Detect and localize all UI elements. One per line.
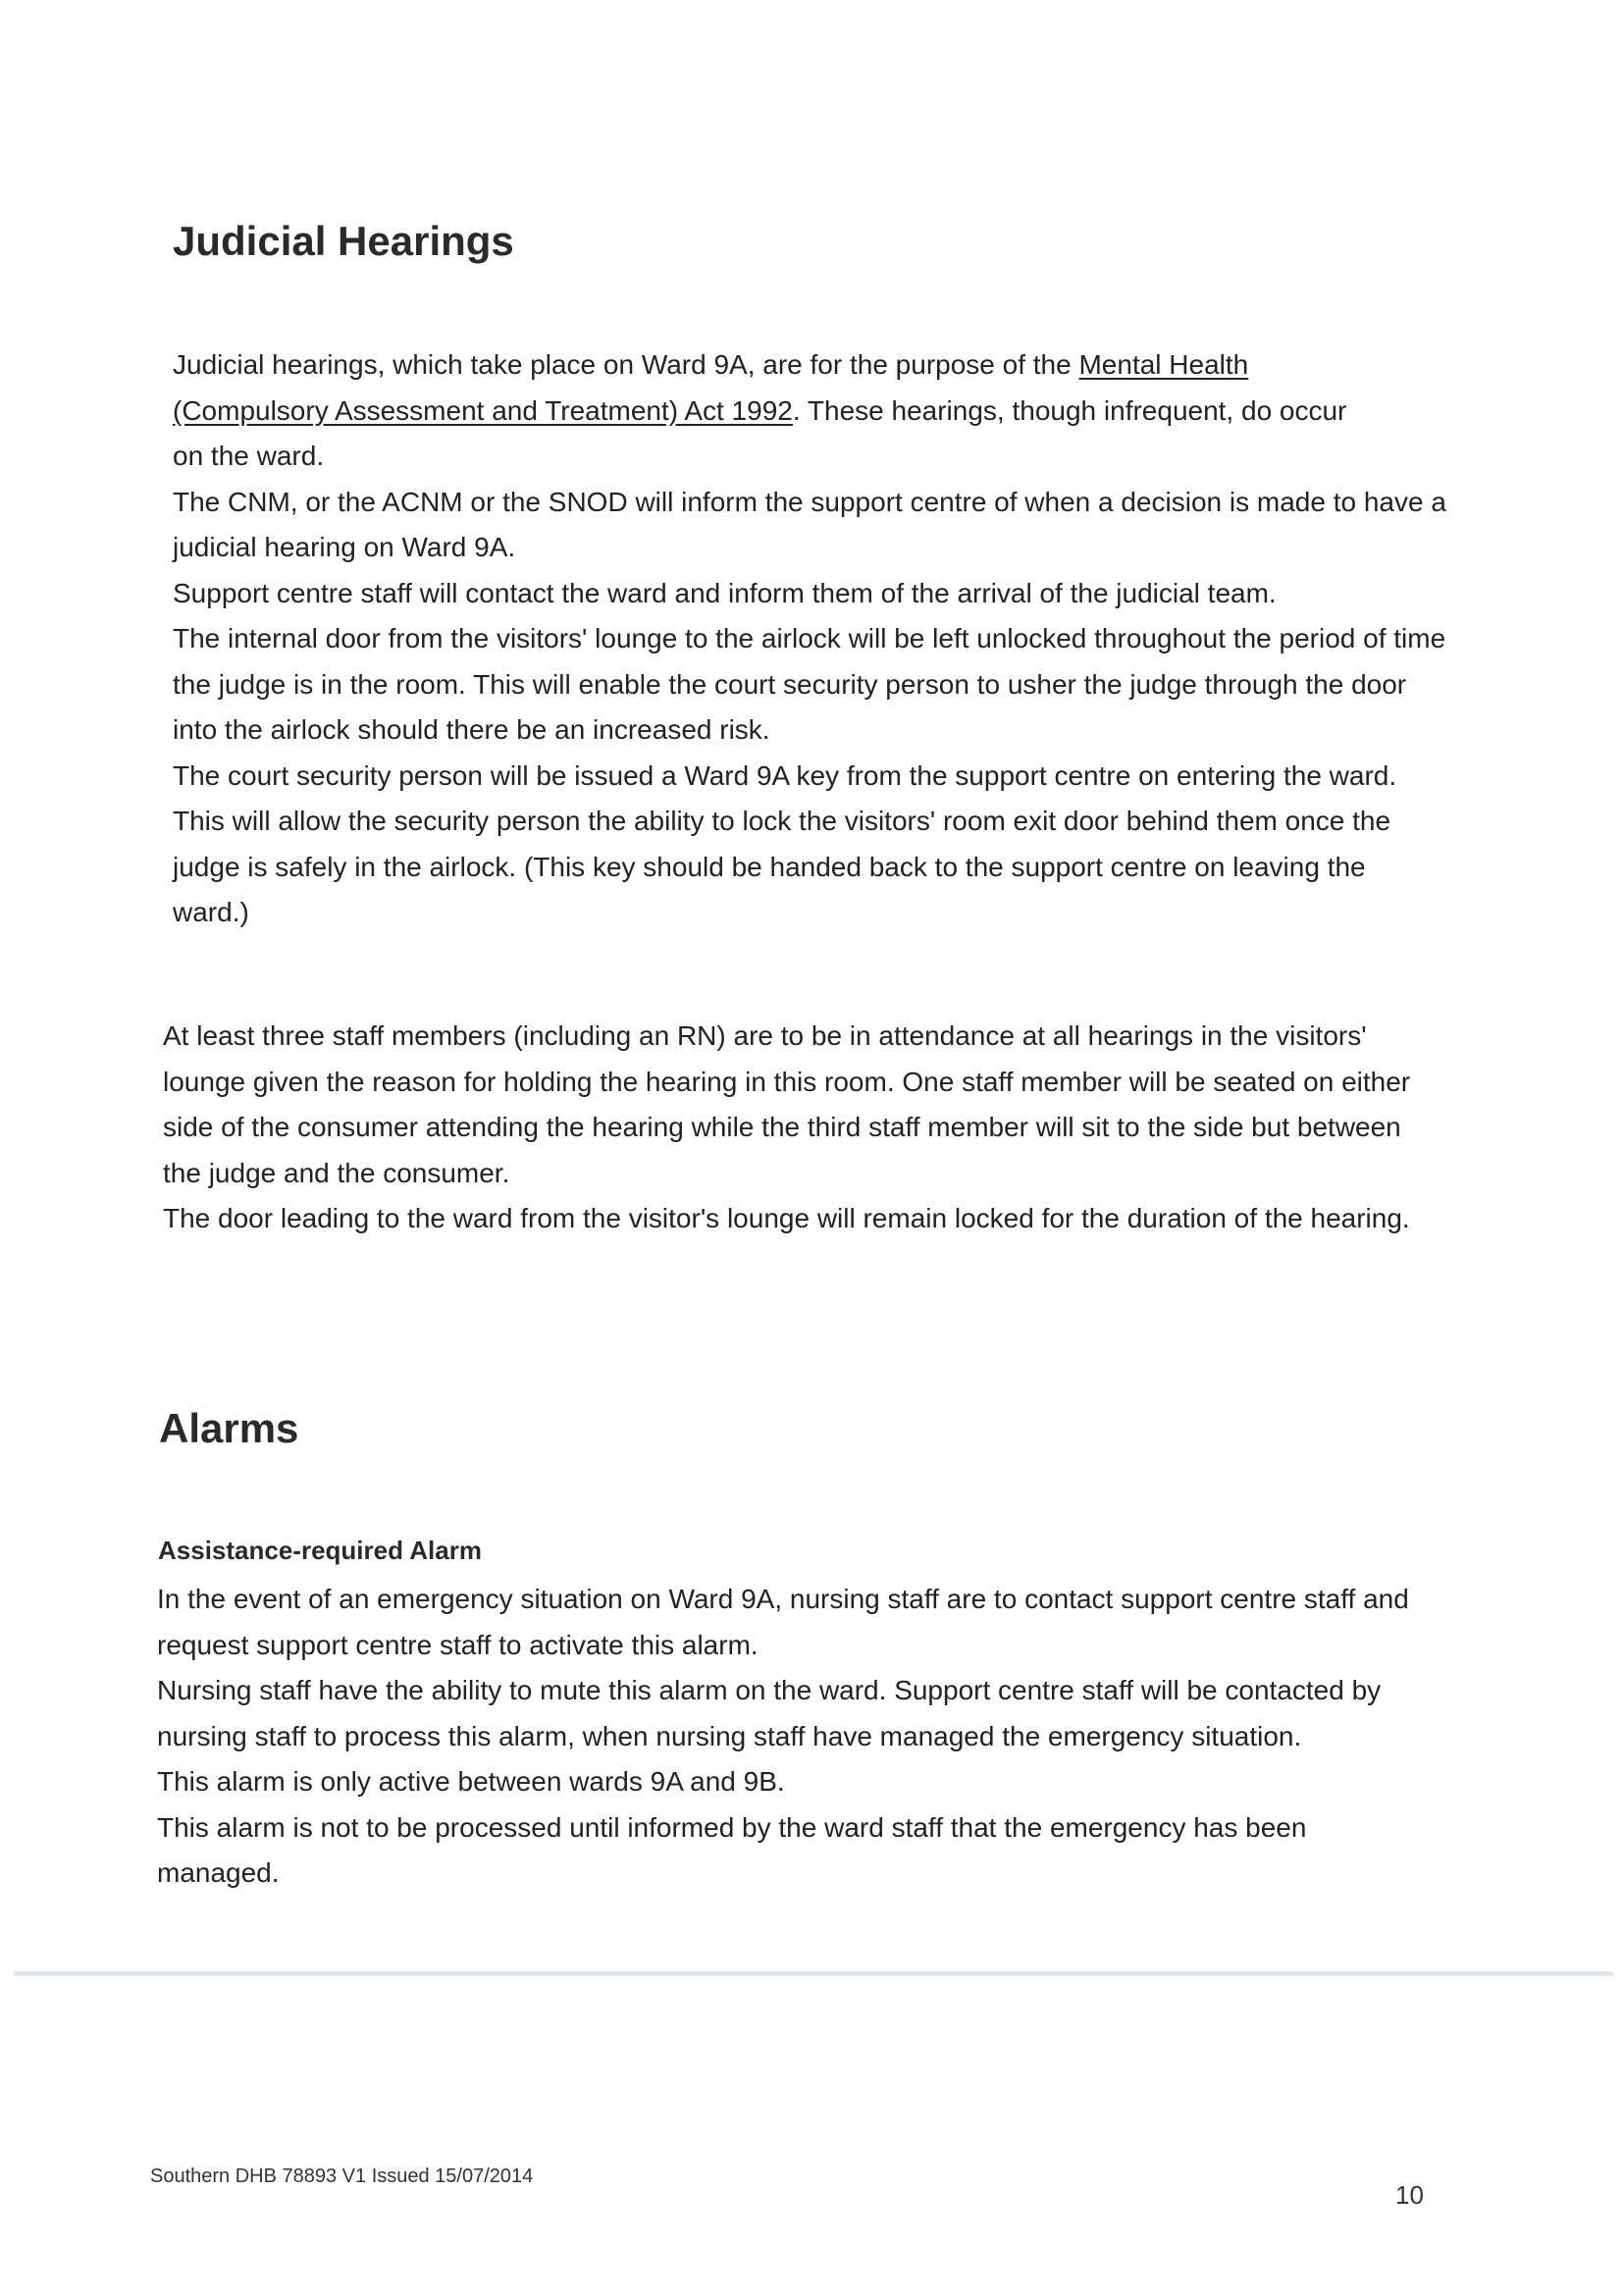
judicial-paragraph: At least three staff members (including an RN) are to be in attendance at all hearings in the visitors' lounge given the reason for holding the hearing in this room. One staff member will be seated on either side of the consumer attending the hearing while the third staff member will sit to the side but between the judge and the consumer. — [163, 1020, 1411, 1188]
judicial-intro-paragraph: Judicial hearings, which take place on Ward 9A, are for the purpose of the Mental Health (Compulsory Assessment and Treatment) Act 1992. These hearings, though infrequent, do occur on the ward. — [173, 349, 1347, 471]
alarms-paragraph: Nursing staff have the ability to mute this alarm on the ward. Support centre staff will be contacted by nursing staff to process this alarm, when nursing staff have managed the emergency situation. — [157, 1675, 1382, 1751]
judicial-paragraph: The court security person will be issued a Ward 9A key from the support centre on entering the ward. This will allow the security person the ability to lock the visitors' room exit door behind them once the judge is safely in the airlock. (This key should be handed back to the support centre on leaving the ward.) — [173, 759, 1397, 927]
alarms-block — [157, 1577, 1433, 1897]
alarms-paragraph: This alarm is not to be processed until informed by the ward staff that the emergency has been managed. — [157, 1811, 1307, 1888]
judicial-paragraph: The internal door from the visitors' lounge to the airlock will be left unlocked throughout the period of time the judge is in the room. This will enable the court security person to usher the judge through the door into the airlock should there be an increased risk. — [173, 623, 1446, 745]
alarms-paragraph: In the event of an emergency situation on Ward 9A, nursing staff are to contact support centre staff and request support centre staff to activate this alarm. — [157, 1584, 1409, 1660]
judicial-paragraph: The door leading to the ward from the visitor's lounge will remain locked for the duration of the hearing. — [163, 1203, 1410, 1233]
footer-divider — [14, 1971, 1613, 1976]
act-link[interactable]: Mental Health (Compulsory Assessment and Treatment) Act 1992 — [173, 349, 1249, 426]
alarms-paragraph: This alarm is only active between wards 9A and 9B. — [157, 1766, 785, 1797]
judicial-paragraph: The CNM, or the ACNM or the SNOD will inform the support centre of when a decision is made to have a judicial hearing on Ward 9A. — [173, 486, 1446, 562]
page-number: 10 — [1395, 2180, 1424, 2210]
footer-document-reference: Southern DHB 78893 V1 Issued 15/07/2014 — [150, 2166, 534, 2187]
section-title-alarms: Alarms — [159, 1405, 299, 1451]
judicial-intro-block — [173, 342, 1448, 936]
judicial-attendance-block — [163, 1014, 1439, 1242]
subsection-title-assistance-alarm: Assistance-required Alarm — [158, 1536, 482, 1565]
judicial-paragraph: Support centre staff will contact the ward and inform them of the arrival of the judicial team. — [173, 577, 1277, 608]
section-title-judicial-hearings: Judicial Hearings — [173, 218, 514, 264]
